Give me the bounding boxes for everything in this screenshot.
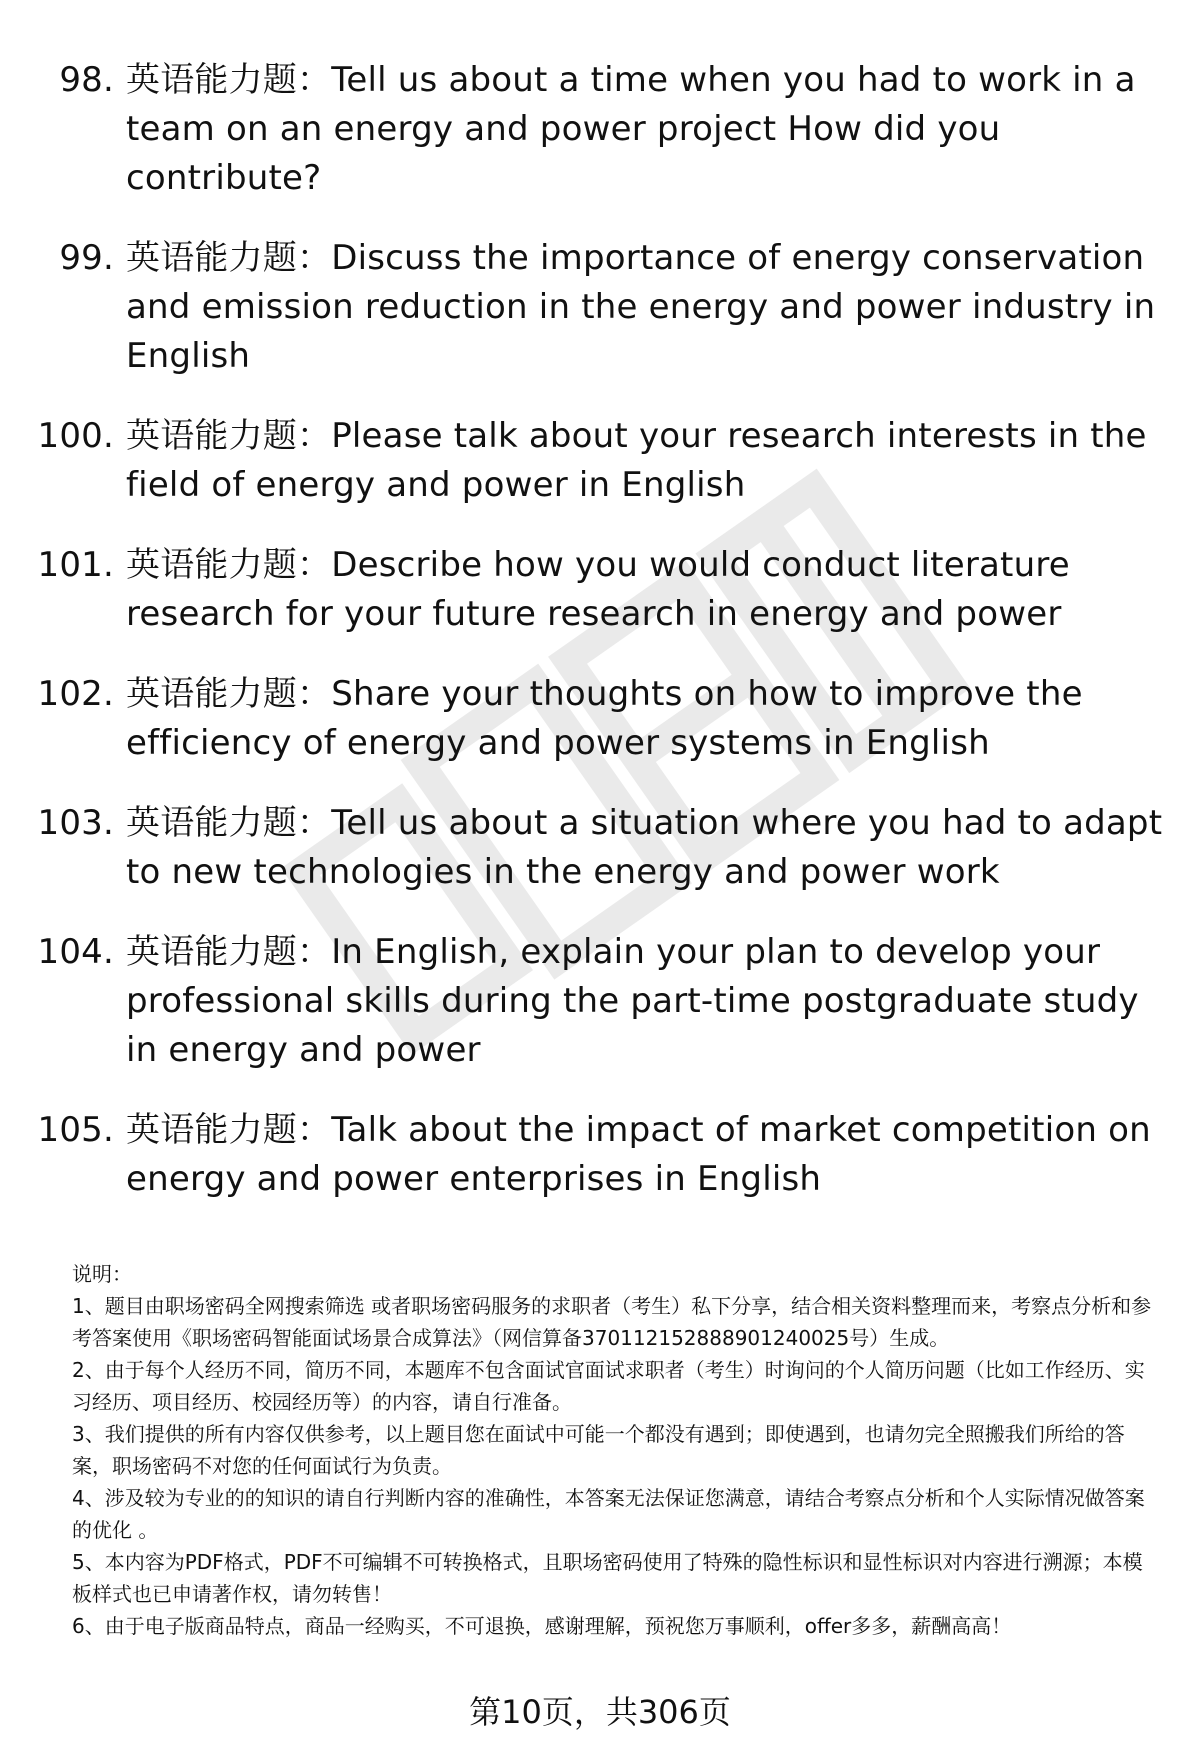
- question-item: [28, 56, 1168, 203]
- question-text: 英语能力题：Describe how you would conduct literature research for your future research in energy and power: [126, 545, 1070, 634]
- note-item: 4、涉及较为专业的的知识的请自行判断内容的准确性，本答案无法保证您满意，请结合考察点分析和个人实际情况做答案的优化 。: [72, 1486, 1145, 1542]
- question-text: 英语能力题：Tell us about a time when you had to work in a team on an energy and power project How did you contribute?: [126, 60, 1136, 198]
- note-item: 5、本内容为PDF格式，PDF不可编辑不可转换格式，且职场密码使用了特殊的隐性标识和显性标识对内容进行溯源；本模板样式也已申请著作权，请勿转售！: [72, 1550, 1143, 1606]
- question-number: 99.: [59, 238, 114, 278]
- question-item: [28, 799, 1168, 897]
- question-number: 101.: [37, 545, 114, 585]
- question-number: 100.: [37, 416, 114, 456]
- question-number: 103.: [37, 803, 114, 843]
- question-text: 英语能力题：Please talk about your research interests in the field of energy and power in English: [126, 416, 1147, 505]
- question-number: 104.: [37, 932, 114, 972]
- question-text: 英语能力题：Discuss the importance of energy conservation and emission reduction in the energy and power industry in English: [126, 238, 1156, 376]
- question-item: [28, 928, 1168, 1075]
- page-number: 第10页，共306页: [469, 1693, 731, 1731]
- question-number: 98.: [59, 60, 114, 100]
- note-item: 6、由于电子版商品特点，商品一经购买，不可退换，感谢理解，预祝您万事顺利，offer多多，薪酬高高！: [72, 1614, 1012, 1638]
- question-item: [28, 541, 1168, 639]
- note-item: 3、我们提供的所有内容仅供参考，以上题目您在面试中可能一个都没有遇到；即使遇到，也请勿完全照搬我们所给的答案，职场密码不对您的任何面试行为负责。: [72, 1422, 1125, 1478]
- question-item: [28, 412, 1168, 510]
- note-item: 2、由于每个人经历不同，简历不同，本题库不包含面试官面试求职者（考生）时询问的个人简历问题（比如工作经历、实习经历、项目经历、校园经历等）的内容，请自行准备。: [72, 1358, 1145, 1414]
- question-list: [28, 56, 1168, 1235]
- question-number: 105.: [37, 1110, 114, 1150]
- notes-title: 说明：: [72, 1262, 132, 1286]
- question-item: [28, 670, 1168, 768]
- question-text: 英语能力题：In English, explain your plan to develop your professional skills during the part-time postgraduate study in energy and power: [126, 932, 1139, 1070]
- question-number: 102.: [37, 674, 114, 714]
- notes-section: [72, 1258, 1162, 1642]
- question-item: [28, 234, 1168, 381]
- question-text: 英语能力题：Share your thoughts on how to improve the efficiency of energy and power systems in English: [126, 674, 1083, 763]
- question-text: 英语能力题：Talk about the impact of market competition on energy and power enterprises in English: [126, 1110, 1151, 1199]
- question-item: [28, 1106, 1168, 1204]
- question-text: 英语能力题：Tell us about a situation where you had to adapt to new technologies in the energy and power work: [126, 803, 1163, 892]
- note-item: 1、题目由职场密码全网搜索筛选 或者职场密码服务的求职者（考生）私下分享，结合相关资料整理而来，考察点分析和参考答案使用《职场密码智能面试场景合成算法》（网信算备370112152888901240025号）生成。: [72, 1294, 1152, 1350]
